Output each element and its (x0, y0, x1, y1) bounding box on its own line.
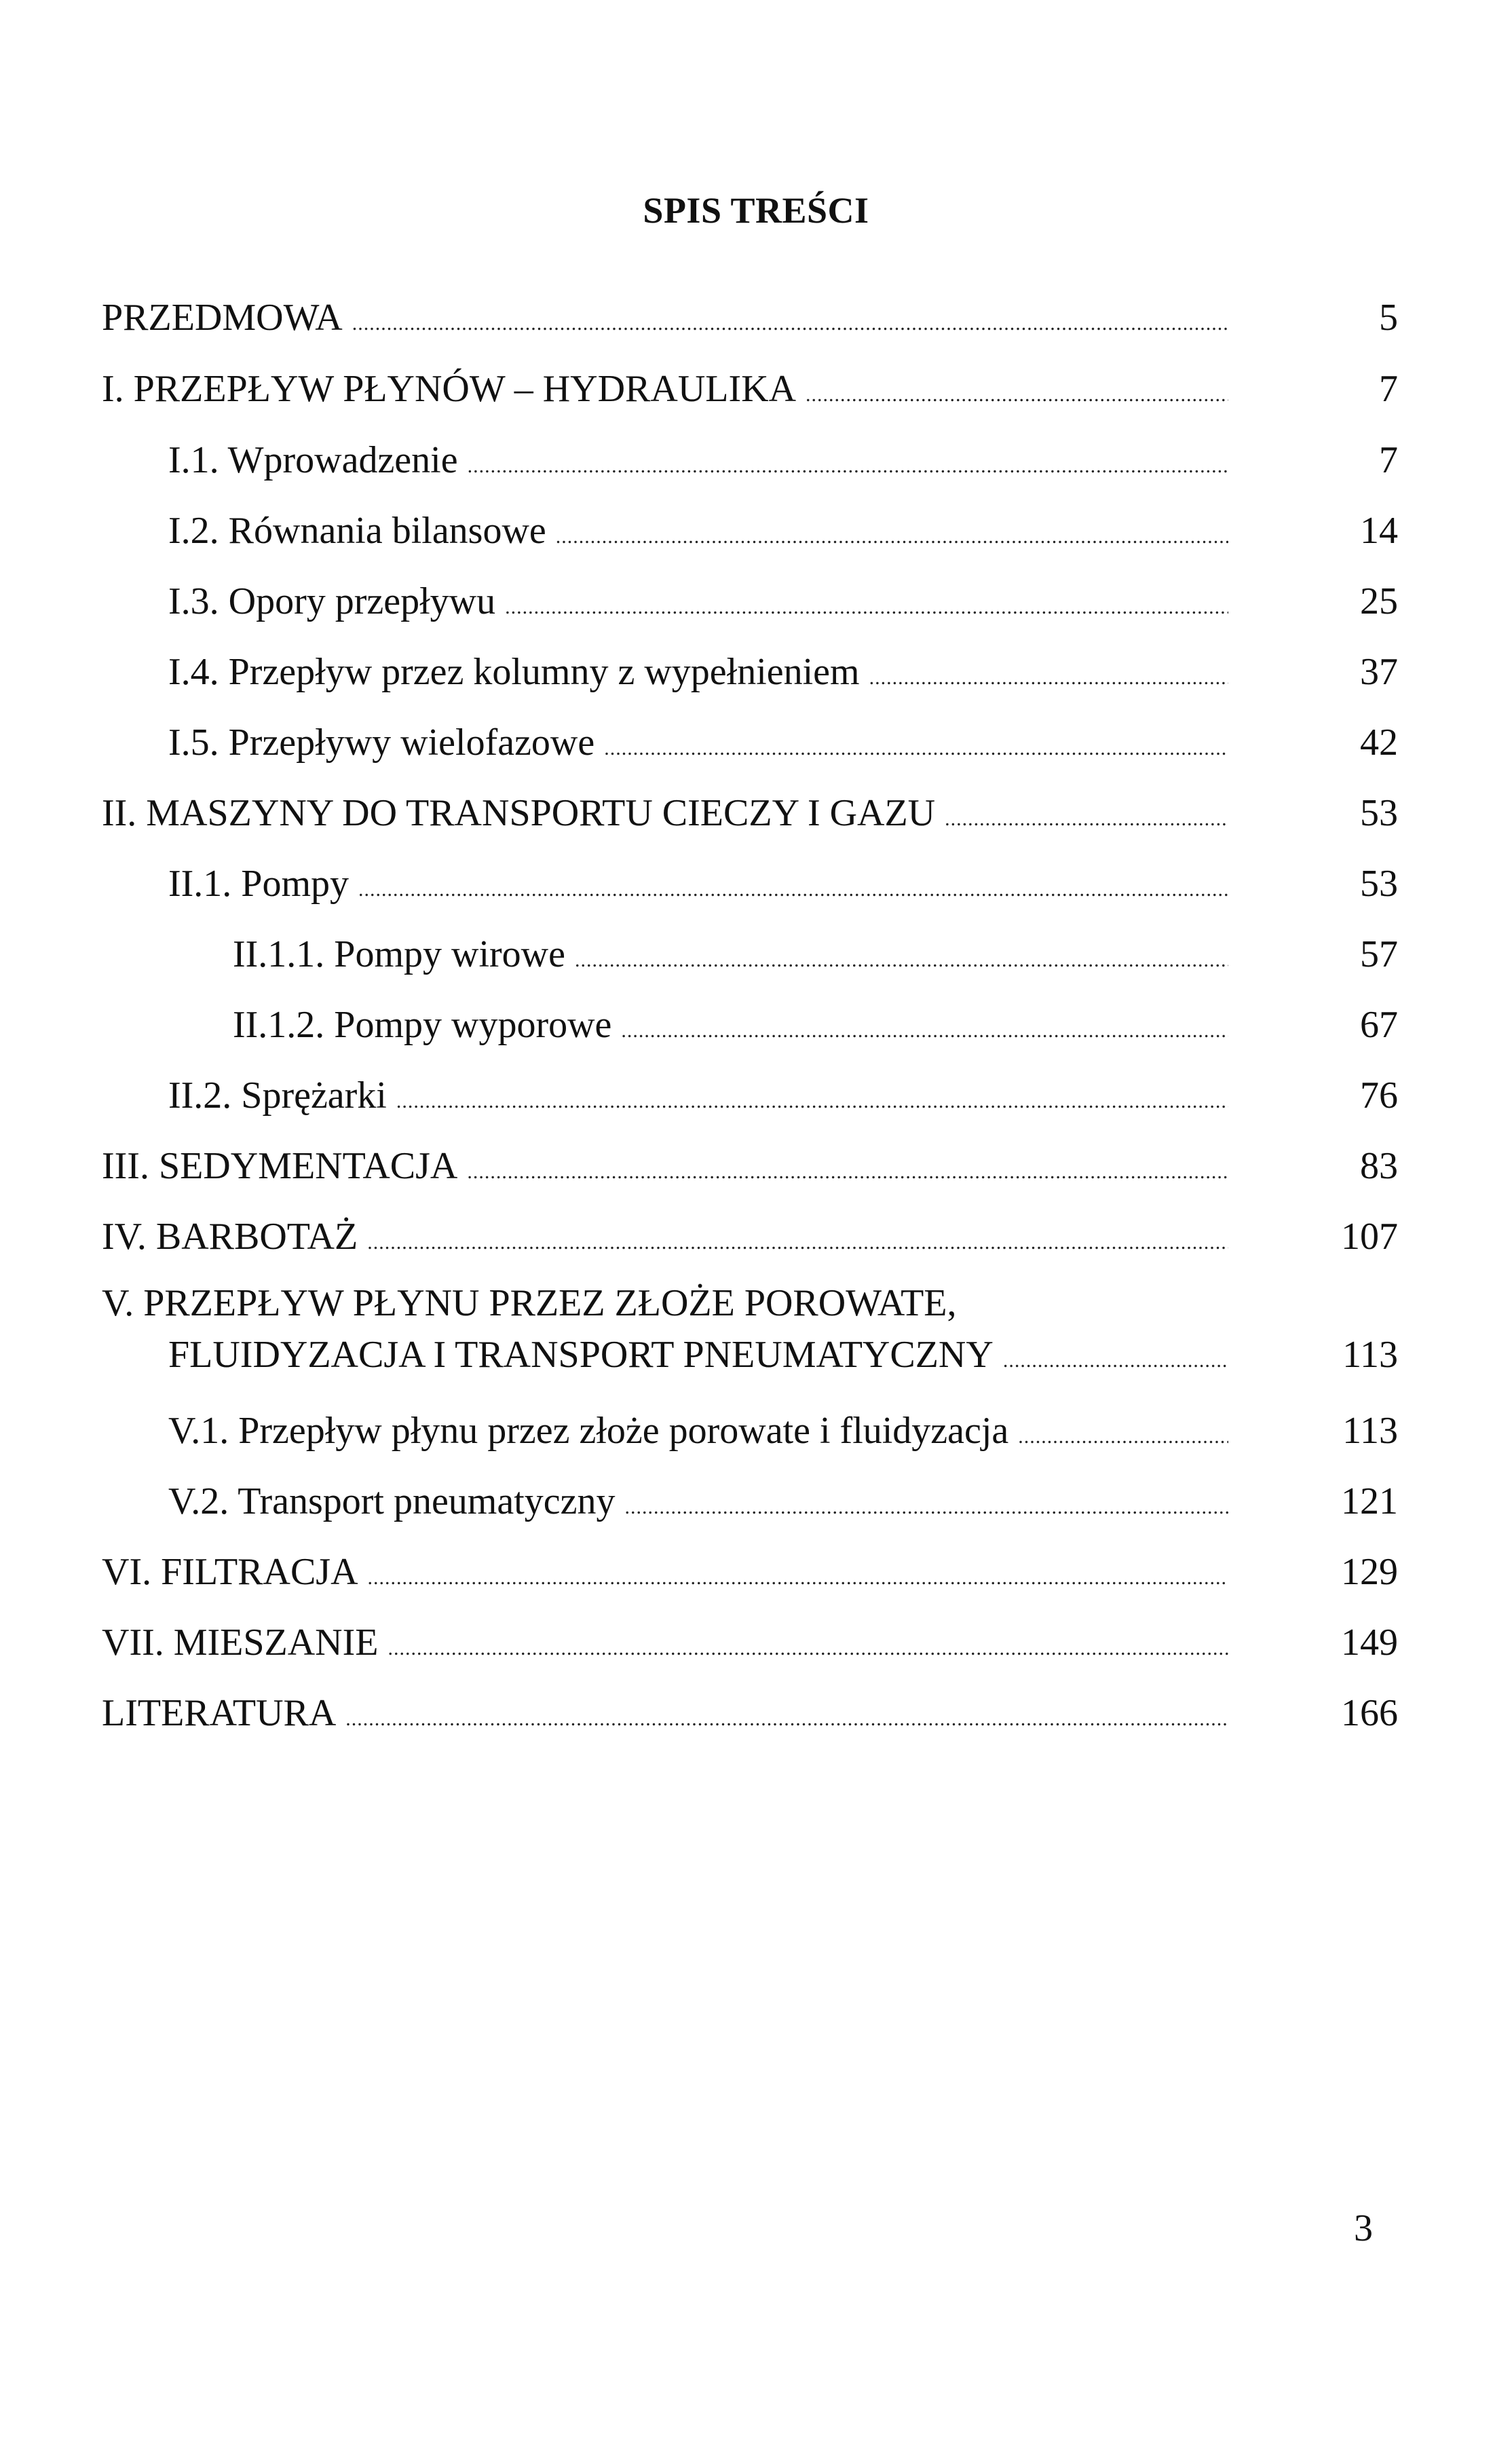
toc-entry-page: 129 (1341, 1550, 1398, 1593)
toc-entry-label-line-1: V. PRZEPŁYW PŁYNU PRZEZ ZŁOŻE POROWATE, (102, 1282, 957, 1324)
toc-entry-label: II.1.2. Pompy wyporowe (233, 1003, 612, 1046)
toc-entry-page: 121 (1341, 1480, 1398, 1522)
toc-entry-page: 37 (1360, 650, 1398, 693)
toc-entry-label: II.1.1. Pompy wirowe (233, 933, 565, 975)
toc-entry-section-2-2[interactable] (168, 1070, 1398, 1117)
toc-entry-chapter-7[interactable] (102, 1617, 1398, 1664)
dot-leader (388, 1637, 1228, 1661)
toc-entry-page: 107 (1341, 1215, 1398, 1258)
dot-leader (367, 1231, 1228, 1255)
toc-entry-page: 67 (1360, 1003, 1398, 1046)
dot-leader (604, 737, 1228, 761)
dot-leader (368, 1567, 1228, 1590)
dot-leader (806, 383, 1228, 407)
toc-entry-label: II.1. Pompy (168, 862, 349, 905)
toc-entry-label: III. SEDYMENTACJA (102, 1144, 458, 1187)
toc-entry-label: II. MASZYNY DO TRANSPORTU CIECZY I GAZU (102, 791, 936, 834)
dot-leader (345, 1708, 1228, 1731)
toc-entry-page: 42 (1360, 721, 1398, 764)
dot-leader (625, 1496, 1229, 1520)
toc-entry-page: 53 (1360, 862, 1398, 905)
toc-entry-section-2-1[interactable] (168, 858, 1398, 905)
toc-entry-page: 113 (1342, 1409, 1398, 1452)
toc-entry-label: VI. FILTRACJA (102, 1550, 358, 1593)
toc-entry-label: PRZEDMOWA (102, 296, 343, 339)
toc-entry-section-1-1[interactable] (168, 434, 1398, 482)
dot-leader (358, 878, 1228, 902)
toc-entry-page: 76 (1360, 1074, 1398, 1117)
toc-entry-page: 14 (1360, 509, 1398, 552)
toc-entry-page: 53 (1360, 791, 1398, 834)
toc-entry-label: II.2. Sprężarki (168, 1074, 387, 1117)
dot-leader (505, 596, 1228, 620)
dot-leader (352, 312, 1228, 336)
toc-entry-chapter-6[interactable] (102, 1546, 1398, 1594)
toc-entry-chapter-3[interactable] (102, 1140, 1398, 1188)
dot-leader (869, 667, 1228, 690)
toc-entry-page: 5 (1379, 296, 1398, 339)
toc-entry-label: I.5. Przepływy wielofazowe (168, 721, 595, 764)
toc-entry-chapter-5[interactable] (102, 1281, 1398, 1376)
toc-entry-label: LITERATURA (102, 1691, 337, 1734)
toc-entry-page: 83 (1360, 1144, 1398, 1187)
toc-entry-label: I.2. Równania bilansowe (168, 509, 546, 552)
toc-entry-label: I.4. Przepływ przez kolumny z wypełnieniem (168, 650, 860, 693)
toc-entry-label: I. PRZEPŁYW PŁYNÓW – HYDRAULIKA (102, 367, 797, 410)
page-number: 3 (1354, 2207, 1373, 2249)
toc-entry-page: 7 (1379, 438, 1398, 481)
dot-leader (1003, 1349, 1228, 1373)
toc-entry-label: I.3. Opory przepływu (168, 580, 496, 622)
toc-entry-literatura[interactable] (102, 1687, 1398, 1735)
toc-entry-section-1-3[interactable] (168, 576, 1398, 623)
page-title: SPIS TREŚCI (643, 190, 869, 231)
toc-entry-chapter-1[interactable] (102, 363, 1398, 411)
toc-entry-page: 7 (1379, 367, 1398, 410)
toc-entry-section-5-2[interactable] (168, 1476, 1398, 1523)
toc-entry-page: 113 (1342, 1333, 1398, 1376)
dot-leader (621, 1019, 1228, 1043)
toc-entry-section-5-1[interactable] (168, 1405, 1398, 1453)
dot-leader (575, 949, 1228, 973)
dot-leader (467, 1161, 1228, 1184)
toc-entry-chapter-4[interactable] (102, 1211, 1398, 1258)
toc-entry-label: V.2. Transport pneumatyczny (168, 1480, 616, 1522)
toc-entry-page: 166 (1341, 1691, 1398, 1734)
toc-entry-chapter-2[interactable] (102, 787, 1398, 835)
dot-leader (468, 455, 1228, 479)
toc-entry-section-2-1-1[interactable] (233, 929, 1398, 976)
toc-entry-przedmowa[interactable] (102, 292, 1398, 339)
toc-entry-label: V.1. Przepływ płynu przez złoże porowate i fluidyzacja (168, 1409, 1009, 1452)
toc-entry-page: 57 (1360, 933, 1398, 975)
toc-entry-section-1-5[interactable] (168, 717, 1398, 764)
toc-entry-label-line-2: FLUIDYZACJA I TRANSPORT PNEUMATYCZNY (168, 1333, 994, 1376)
toc-entry-page: 149 (1341, 1621, 1398, 1664)
toc-entry-page: 25 (1360, 580, 1398, 622)
toc-entry-label: VII. MIESZANIE (102, 1621, 379, 1664)
toc-entry-label: IV. BARBOTAŻ (102, 1215, 358, 1258)
dot-leader (556, 525, 1228, 549)
toc-entry-label: I.1. Wprowadzenie (168, 438, 458, 481)
toc-entry-section-2-1-2[interactable] (233, 999, 1398, 1047)
dot-leader (1018, 1425, 1228, 1449)
toc-entry-section-1-4[interactable] (168, 646, 1398, 694)
toc-entry-section-1-2[interactable] (168, 505, 1398, 552)
dot-leader (945, 808, 1228, 831)
dot-leader (396, 1090, 1228, 1114)
